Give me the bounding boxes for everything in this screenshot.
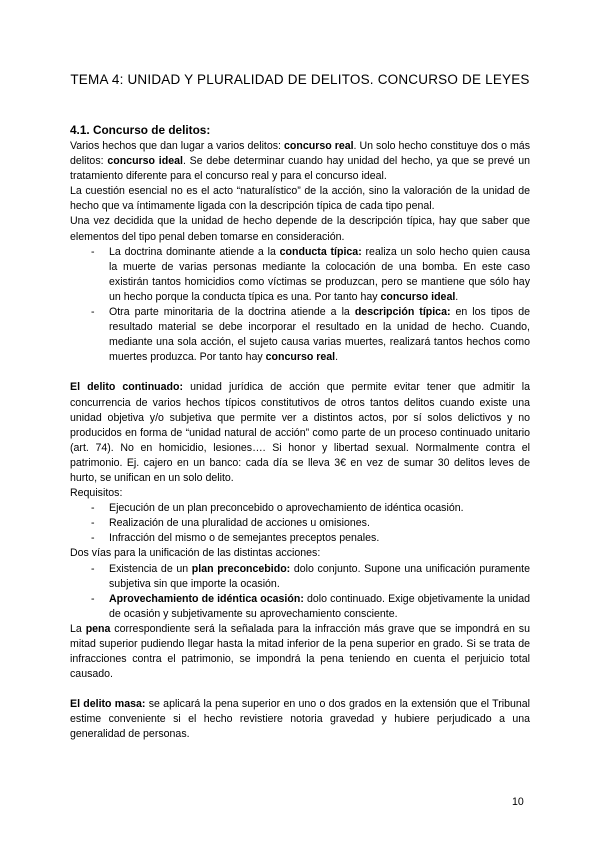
list-item: - Otra parte minoritaria de la doctrina atiende a la descripción típica: en los tipos de resultado material se debe incorporar el resultado en la unidad de hecho. Cuando, mediante una sola acción, el sujeto causa varias muertes, realizará tantos hechos como muertes produzca. Por tanto hay concurso real.	[70, 305, 530, 365]
paragraph-pena: La pena correspondiente será la señalada para la infracción más grave que se impondrá en su mitad superior pudiendo llegar hasta la mitad inferior de la pena superior en grado. Si se trata de infracciones contra el patrimonio, se impondrá la pena teniendo en cuenta el perjuicio total causado.	[70, 622, 530, 681]
document-body	[70, 123, 530, 743]
term-concurso-real: concurso real	[284, 140, 354, 152]
paragraph-concurso-definicion: Varios hechos que dan lugar a varios delitos: concurso real. Un solo hecho constituye dos o más delitos: concurso ideal. Se debe determinar cuando hay unidad del hecho, ya que se prevé un tratamiento diferente para el concurso real y para el concurso ideal.	[70, 140, 530, 183]
requisitos-list	[70, 501, 530, 546]
term-concurso-ideal: concurso ideal	[107, 155, 183, 168]
paragraph-delito-masa: El delito masa: se aplicará la pena superior en uno o dos grados en la extensión que el Tribunal estime conveniente si el hecho revistiere notoria gravedad y hubiere perjudicado a una generalidad de personas.	[70, 698, 530, 741]
paragraph-delito-continuado: El delito continuado: unidad jurídica de acción que permite evitar tener que admitir la concurrencia de varios hechos típicos constitutivos de otros tantos delitos cuando existe una unidad objetiva y/o subjetiva que permite ver a distintos actos, por sí solos delictivos y no producidos en forma de “unidad natural de acción” como parte de un proceso continuado unitario (art. 74). No en homicidio, lesiones…. Si honor y libertad sexual. Normalmente contra el patrimonio. Ej. cajero en un banco: cada día se lleva 3€ en vez de sumar 30 delitos leves de hurto, se unifican en un solo delito.	[70, 381, 530, 484]
term-pena: pena	[85, 622, 111, 635]
vias-list	[70, 562, 530, 622]
requisitos-label: Requisitos:	[70, 487, 123, 500]
paragraph-cuestion-esencial: La cuestión esencial no es el acto “naturalístico” de la acción, sino la valoración de la unidad de hecho que va íntimamente ligada con la descripción típica de cada tipo penal.	[70, 185, 530, 213]
list-item: - Ejecución de un plan preconcebido o aprovechamiento de idéntica ocasión.	[70, 501, 530, 516]
list-item: - Infracción del mismo o de semejantes preceptos penales.	[70, 531, 530, 546]
page-title: TEMA 4: UNIDAD Y PLURALIDAD DE DELITOS. CONCURSO DE LEYES	[70, 72, 530, 87]
term-delito-masa: El delito masa:	[70, 698, 146, 711]
page-number: 10	[512, 796, 524, 808]
list-item: - La doctrina dominante atiende a la conducta típica: realiza un solo hecho quien causa la muerte de varias personas mediante la colocación de una bomba. En este caso existirán tantos homicidios como víctimas se produzcan, pero se mantiene que sólo hay un hecho porque la conducta típica es una. Por tanto hay concurso ideal.	[70, 245, 530, 305]
vias-label: Dos vías para la unificación de las distintas acciones:	[70, 547, 321, 560]
list-item: - Existencia de un plan preconcebido: dolo conjunto. Supone una unificación puramente subjetiva sin que importe la ocasión.	[70, 562, 530, 592]
section-heading: 4.1. Concurso de delitos:	[70, 123, 211, 137]
doctrina-list	[70, 245, 530, 366]
list-item: - Realización de una pluralidad de acciones u omisiones.	[70, 516, 530, 531]
paragraph-unidad-hecho: Una vez decidida que la unidad de hecho depende de la descripción típica, hay que saber que elementos del tipo penal deben tomarse en consideración.	[70, 215, 530, 243]
spacer	[70, 365, 530, 380]
list-item: - Aprovechamiento de idéntica ocasión: dolo continuado. Exige objetivamente la unidad de ocasión y subjetivamente su aprovechamiento consciente.	[70, 592, 530, 622]
term-delito-continuado: El delito continuado:	[70, 381, 184, 394]
spacer	[70, 682, 530, 697]
